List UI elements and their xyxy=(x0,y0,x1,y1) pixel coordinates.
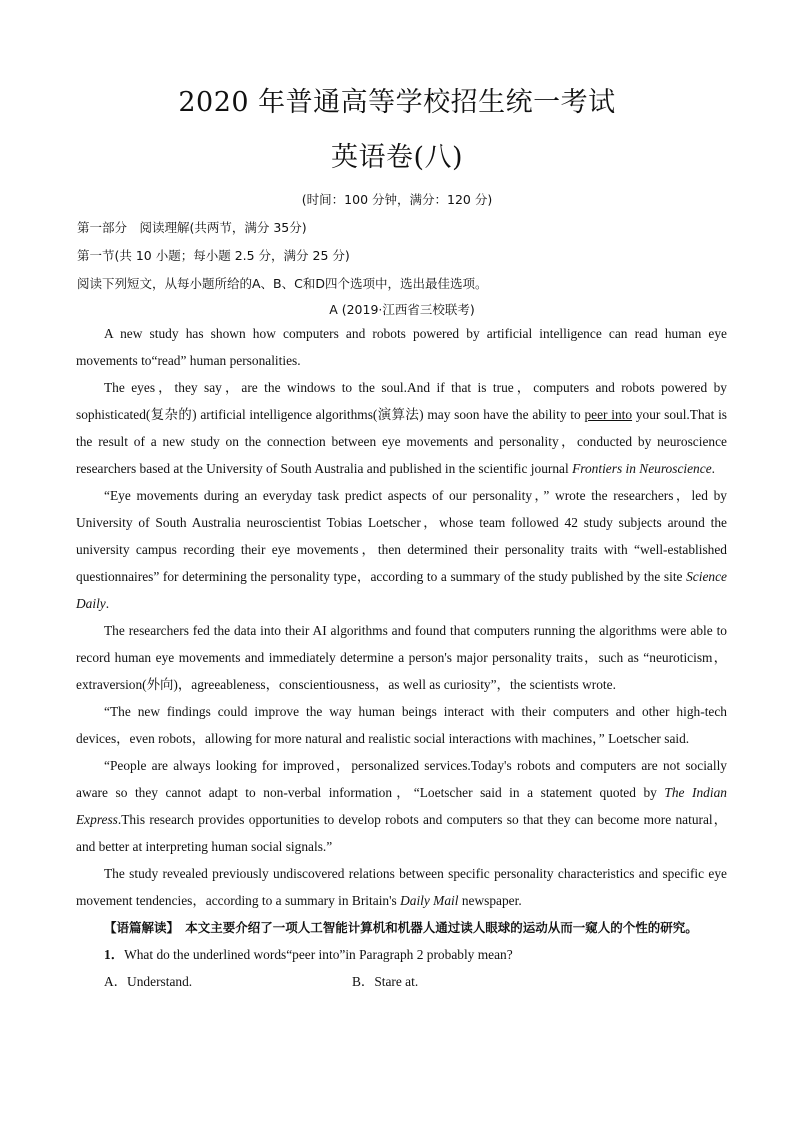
subsection-heading: 第一节(共 10 小题；每小题 2.5 分，满分 25 分) xyxy=(77,248,350,263)
paragraph-2: The eyes，they say，are the windows to the soul.And if that is true，computers and robots powered by sophisticated(复杂的) artificial intelligence algorithms(演算法) may soon have the ability to peer into your soul.That is the result of a new study on the connection between eye movements and personality，conducted by neuroscience researchers based at the University of South Australia and published in the scientific journal Frontiers in Neuroscience. xyxy=(76,380,727,476)
option-a[interactable]: A．Understand. xyxy=(104,974,193,989)
passage-analysis xyxy=(76,914,727,941)
newspaper-name-2: Daily Mail xyxy=(400,893,459,908)
underlined-words: peer into xyxy=(584,407,633,422)
paragraph-7: The study revealed previously undiscovered relations between specific personality characteristics and specific eye movement tendencies，according to a summary in Britain's Daily Mail newspaper. xyxy=(76,866,727,908)
part-heading: 第一部分 阅读理解(共两节，满分 35分) xyxy=(77,220,307,235)
paragraph-1: A new study has shown how computers and robots powered by artificial intelligence can read human eye movements to“read” human personalities. xyxy=(76,326,727,368)
journal-name: Frontiers in Neuroscience xyxy=(572,461,712,476)
paragraph-3: “Eye movements during an everyday task predict aspects of our personality，” wrote the researchers，led by University of South Australia neuroscientist Tobias Loetscher，whose team followed 42 study subjects around the university campus recording their eye movements，then determined their personality traits with “well-established questionnaires” for determining the personality type，according to a summary of the study published by the site Science Daily. xyxy=(76,488,727,611)
exam-title: 2020 年普通高等学校招生统一考试 xyxy=(178,87,616,118)
option-b[interactable]: B．Stare at. xyxy=(352,974,419,989)
question-number: 1． xyxy=(104,947,125,962)
question-1-options xyxy=(76,968,727,995)
question-text: What do the underlined words“peer into”in Paragraph 2 probably mean? xyxy=(124,947,513,962)
passage-source: A (2019·江西省三校联考) xyxy=(329,302,475,317)
exam-subtitle: 英语卷(八) xyxy=(330,142,464,173)
paragraph-5: “The new findings could improve the way human beings interact with their computers and other high-tech devices，even robots，allowing for more natural and realistic social interactions with machines，” Loetscher said. xyxy=(76,704,727,746)
analysis-text: 本文主要介绍了一项人工智能计算机和机器人通过读人眼球的运动从而一窥人的个性的研究。 xyxy=(172,920,698,935)
paragraph-6: “People are always looking for improved，personalized services.Today's robots and computers are not socially aware so they cannot adapt to non-verbal information，“Loetscher said in a statement quoted by The Indian Express.This research provides opportunities to develop robots and computers so that they can become more natural，and better at interpreting human social signals.” xyxy=(76,758,727,854)
instruction: 阅读下列短文，从每小题所给的A、B、C和D四个选项中，选出最佳选项。 xyxy=(77,276,488,291)
exam-time-score: (时间：100 分钟，满分：120 分) xyxy=(301,192,493,207)
newspaper-name: The Indian Express xyxy=(76,785,727,827)
paragraph-4: The researchers fed the data into their AI algorithms and found that computers running the algorithms were able to record human eye movements and immediately determine a person's major personality traits，such as “neuroticism，extraversion(外向)，agreeableness，conscientiousness，as well as curiosity”，the scientists wrote. xyxy=(76,623,727,692)
analysis-label: 【语篇解读】 xyxy=(104,920,173,935)
passage-body xyxy=(76,320,727,995)
site-name: Science Daily xyxy=(76,569,727,611)
question-1 xyxy=(76,941,727,968)
